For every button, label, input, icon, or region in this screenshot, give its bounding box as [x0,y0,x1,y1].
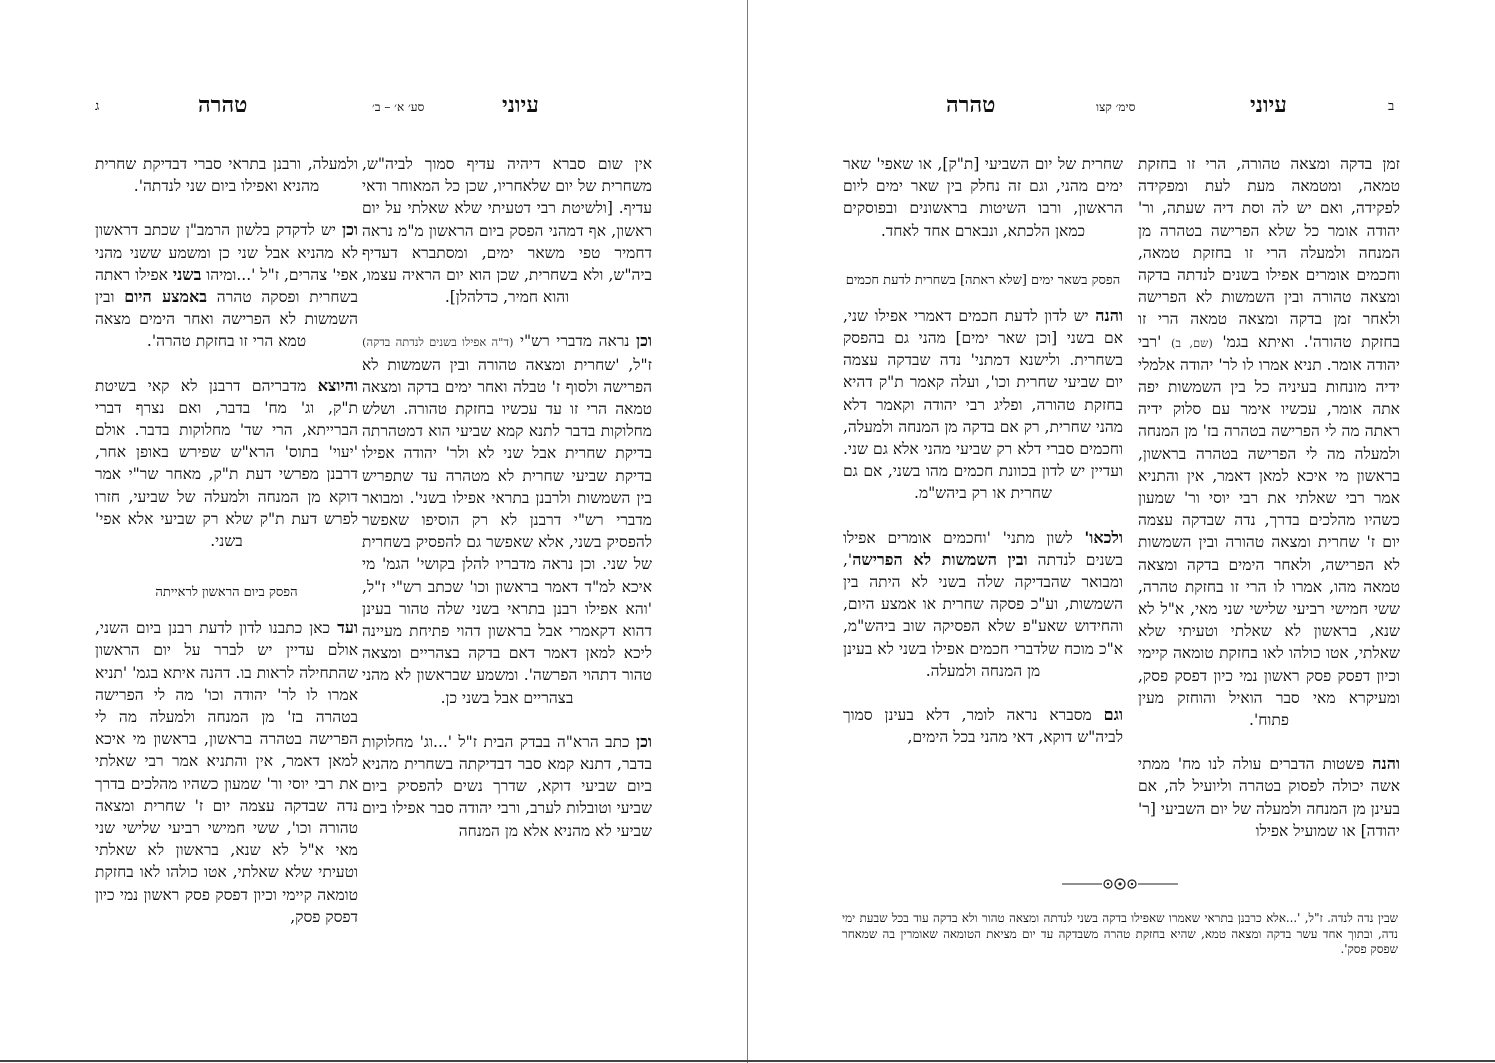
bold-lead-word: והנה [1095,305,1123,325]
paragraph: והנה יש לדון לדעת חכמים דאמרי אפילו שני, אם בשני [וכן שאר ימים] מהני גם בהפסק בשחרית. ולישנא דמתני' נדה שבדקה עצמה יום שביעי שחרית וכו', ועלה קאמר ת"ק דהיא בחזקת טהורה, ופליג רבי יהודה וקאמר דלא מהני שחרית, רק אם בדקה מן המנחה ולמעלה, וחכמים סברי דלא רק שביעי מהני אלא גם שני. ועדיין יש לדון בכוונת חכמים מהו בשני, אם גם שחרית או רק ביהש"מ. [843,305,1123,503]
footnote: שבין נדה לנדה. ז"ל, '...אלא כרבנן בתראי שאמרו שאפילו בדקה בשני לנדתה ומצאה טהור ולא בדקה עוד בכל שבעת ימי נדה, ובתוך אחד עשר בדקה ומצאה טמא, שהיא בחזקת טהרה משבדקה עד יום מציאת הטומאה שאומרין בה שמאחר שפסק פסק'. [842,911,1398,956]
left-page-column-right [362,153,652,864]
paragraph: ולכאו' לשון מתני' 'וחכמים אומרים אפילו בשנים לנדתה ובין השמשות לא הפרישה', ומבואר שהבדיקה שלה בשני לא היתה בין השמשות, וע"כ פסקה שחרית או אמצע היום, והחידוש שאע"פ שלא הפסיקה שוב ביהש"מ, א"כ מוכח שלדברי חכמים אפילו בשני לא בעינן מן המנחה ולמעלה. [843,527,1123,680]
bold-lead-word: באמצע היום [124,287,208,307]
page-number: ג [95,99,100,114]
bold-lead-word: ובין השמשות לא הפרישה [852,549,1028,569]
paragraph: והנה פשטות הדברים עולה לנו מח' ממתי אשה יכולה לפסוק בטהרה וליועיל לה, אם בעינן מן המנחה ולמעלה של יום השביעי [ר' יהודה] או שמועיל אפילו [1138,754,1400,840]
running-title: טהרה [946,92,996,118]
page-number: ב [1388,99,1395,114]
paragraph: שחרית של יום השביעי [ת"ק], או שאפי' שאר ימים מהני, וגם זה נחלק בין שאר ימים ליום הראשון, ורבו השיטות בראשונים ובפוסקים כמאן הלכתא, ונבארם אחד לאחד. [843,155,1123,240]
left-page-header [0,92,747,122]
ornament-divider-icon [1062,872,1178,896]
paragraph: זמן בדקה ומצאה טהורה, הרי זו בחזקת טמאה, ומטמאה מעת לעת ומפקידה לפקידה, ואם יש לה וסת דיה שעתה, ור' יהודה אומר כל שלא הפרישה בטהרה מן המנחה ולמעלה הרי זו בחזקת טמאה, וחכמים אומרים אפילו בשנים לנדתה בדקה ומצאה טהורה ובין השמשות לא הפרישה ולאחר זמן בדקה ומצאה טמאה הרי זו בחזקת טהורה'. ואיתא בגמ' (שם, ב) 'רבי יהודה אומר. תניא אמרו לו לר' יהודה אלמלי ידיה מונחות בעיניה כל בין השמשות יפה אתה אומר, עכשיו אימר עם סלוק ידיה ראתה מה לי הפרישה בטהרה בז' מן המנחה ולמעלה מה לי הפרישה בטהרה בראשון, בראשון מי איכא למאן דאמר, אין והתניא אמר רבי שאלתי את רבי יוסי ור' שמעון כשהיו מהלכים בדרך, נדה שבדקה עצמה יום ז' שחרית ומצאה טהורה ובין השמשות לא הפרישה, ולאחר הימים בדקה ומצאה טמאה מהו, אמרו לו הרי זו בחזקת טהרה, ששי חמישי רביעי שלישי שני מאי, א"ל לא שנא, בראשון לא שאלתי וטעיתי שלא שאלתי, אטו כולהו לאו בחזקת טומאה קיימי וכיון דפסק פסק ראשון נמי כיון דפסק פסק, ומעיקרא מאי סבר הואיל והוחזק מעין פתוח'. [1138,155,1400,730]
bold-lead-word: בשני [172,264,202,284]
paragraph: והיוצא מדבריהם דרבנן לא קאי בשיטת ת"ק, וג' מח' בדבר, ואם נצרף דברי הברייתא, הרי שד' מחלוקות בדבר. אולם 'יעוי' בתוס' הרא"ש שפירש באופן אחר, דרבנן מפרשי דעת ת"ק, מאחר שר"י אמר דוקא מן המנחה ולמעלה של שביעי, חזרו לפרש דעת ת"ק שלא רק שביעי אלא אפי' בשני. [95,375,358,551]
right-page-column-right [1138,153,1400,864]
section-subheading: הפסק ביום הראשון לראייתה [155,585,298,601]
right-page-column-left [843,153,1123,770]
paragraph: ועד כאן כתבנו לדון לדעת רבנן ביום השני, אולם עדיין יש לברר על יום הראשון שהתחילה לראות בו. דהנה איתא בגמ' 'תניא אמרו לו לר' יהודה וכו' מה לי הפרישה בטהרה בז' מן המנחה ולמעלה מה לי הפרישה בטהרה בראשון, בראשון מי איכא למאן דאמר, אין והתניא אמר רבי שאלתי את רבי יוסי ור' שמעון כשהיו מהלכים בדרך נדה שבדקה עצמה יום ז' שחרית ומצאה טהורה וכו', ששי חמישי רביעי שלישי שני מאי א"ל לא שנא, בראשון לא שאלתי וטעיתי שלא שאלתי, אטו כולהו לאו בחזקת טומאה קיימי וכיון דפסק פסק ראשון נמי כיון דפסק פסק, [95,618,358,926]
left-page-column-left [95,153,358,950]
paragraph: ולמעלה, ורבנן בתראי סברי דבדיקת שחרית מהניא ואפילו ביום שני לנדתה'. [95,155,358,196]
running-section: סע׳ א׳ – ב׳ [372,100,425,114]
left-page [0,0,747,1063]
paragraph: וכן יש לדקדק בלשון הרמב"ן שכתב דראשון לא מהניא אבל שני כן ומשמע ששני מהני אפי' צהרים, ז"ל '...ומיהו בשני אפילו ראתה בשחרית ופסקה טהרה באמצע היום ובין השמשות לא הפרישה ואחר הימים מצאה טמא הרי זו בחזקת טהרה'. [95,220,358,351]
right-page-header [748,92,1495,122]
paragraph: וכן כתב הרא"ה בבדק הבית ז"ל '...וג' מחלוקות בדבר, דתנא קמא סבר דבדיקתה בשחרית מהניא ביום שביעי דוקא, שדרך נשים להפסיק ביום שביעי וטובלות לערב, ורבי יהודה סבר אפילו ביום שביעי לא מהניא אלא מן המנחה [362,731,652,840]
bold-lead-word: ועד [337,618,358,638]
source-reference: (שם, ב) [1171,335,1213,350]
paragraph: וגם מסברא נראה לומר, דלא בעינן סמוך לביה"ש דוקא, דאי מהני בכל הימים, [843,705,1123,747]
running-series: עיוני [502,92,539,118]
bold-lead-word: וכן [636,331,652,351]
bold-lead-word: וכן [636,731,652,751]
bold-lead-word: והיוצא [317,375,358,395]
bold-lead-word: וגם [1103,705,1123,725]
paragraph: וכן נראה מדברי רש"י (ד"ה אפילו בשנים לנדתה בדקה) ז"ל, 'שחרית ומצאה טהורה ובין השמשות לא הפרישה ולסוף ז' טבלה ואחר ימים בדקה ומצאה טמאה הרי זו עד עכשיו בחזקת טהורה. ושלש מחלוקות בדבר לתנא קמא שביעי הוא דמטהרתה בדיקת שחרית אבל שני לא ולר' יהודה אפילו בדיקת שביעי שחרית לא מטהרה עד שתפריש בין השמשות ולרבנן בתראי אפילו בשני'. ומבואר מדברי רש"י דרבנן לא רק הוסיפו שאפשר להפסיק בשני, אלא שאפשר גם להפסיק בשחרית של שני. וכן נראה מדבריו להלן בקושי' הגמ' מי איכא למ"ד דאמר בראשון וכו' שכתב רש"י ז"ל, 'והא אפילו רבנן בתראי בשני שלה טהור בעינן דהוא דקאמרי אבל בראשון דהוי פתיחת מעיינה ליכא למאן דאמר דאם בדקה בצהריים ומצאה טהור דתהוי הפרשה'. ומשמע שבראשון לא מהני בצהריים אבל בשני כן. [362,331,652,707]
right-page [748,0,1495,1063]
bold-lead-word: והנה [1372,754,1400,774]
bold-lead-word: וכן [342,220,358,240]
source-reference: (ד"ה אפילו בשנים לנדתה בדקה) [362,335,514,350]
section-subheading: הפסק בשאר ימים [שלא ראתה] בשחרית לדעת חכמים [845,272,1121,288]
running-series: עיוני [1250,92,1287,118]
paragraph: אין שום סברא דיהיה עדיף סמוך לביה"ש, משחרית של יום שלאחריו, שכן כל המאוחר ודאי עדיף. [ולשיטת רבי דטעיתי שלא שאלתי על יום ראשון, אף דמהני הפסק ביום הראשון מ"מ נראה דחמיר טפי משאר ימים, ומסתברא דעדיף ביה"ש, ולא בשחרית, שכן הוא יום הראיה עצמו, והוא חמיר, כדלהלן]. [362,155,652,307]
running-title: טהרה [198,92,248,118]
bold-lead-word: ולכאו' [1084,527,1123,547]
running-section: סימ׳ קצו [1096,100,1136,114]
